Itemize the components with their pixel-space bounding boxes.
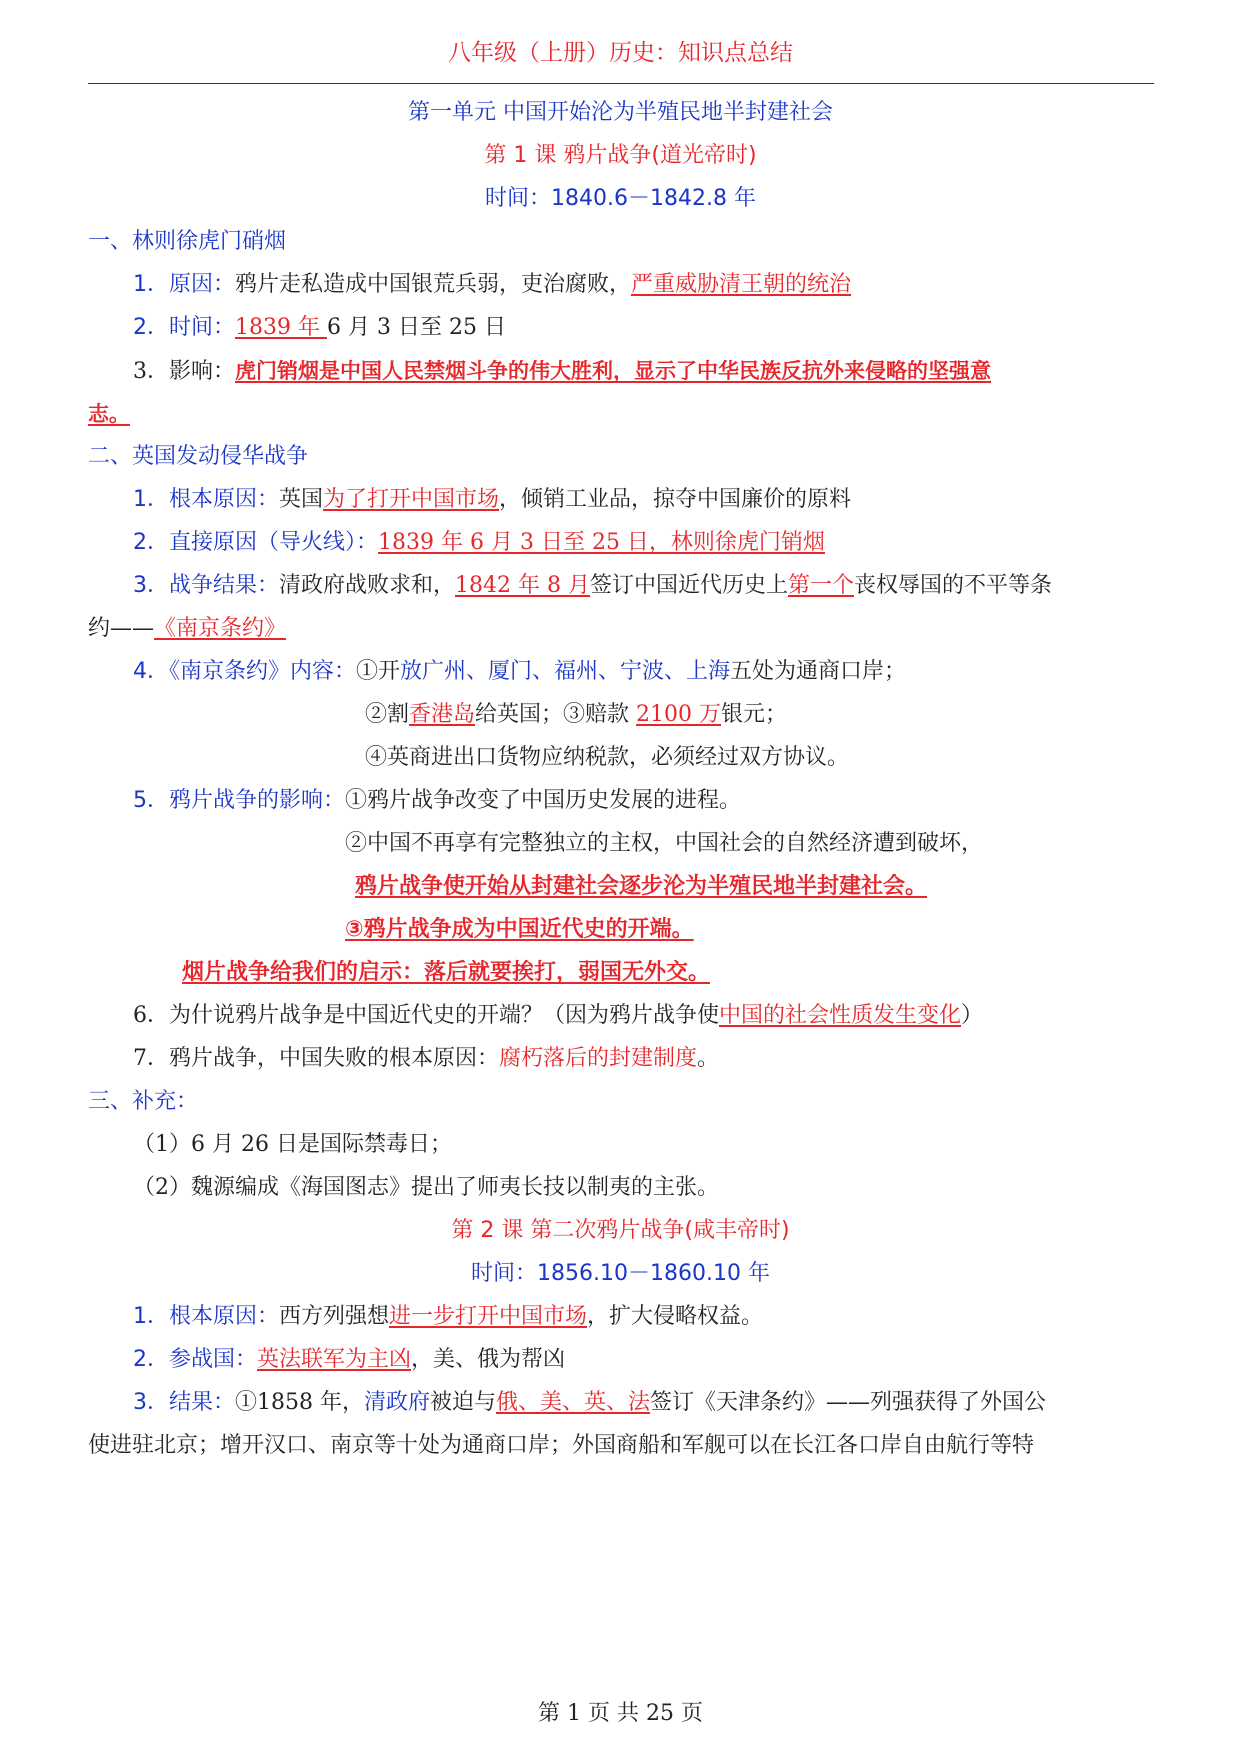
lesson1-title: 第 1 课 鸦片战争(道光帝时)	[484, 143, 757, 168]
paragraph-war-result-cont	[88, 614, 1148, 644]
paragraph-why-modern	[133, 1001, 1193, 1031]
text: 西方列强想	[279, 1304, 390, 1329]
highlight: 《南京条约》	[154, 616, 287, 641]
paragraph-war-impact-2: ②中国不再享有完整独立的主权，中国社会的自然经济遭到破坏，	[345, 831, 984, 856]
text: 6．为什说鸦片战争是中国近代史的开端？（因为鸦片战争使	[133, 1003, 719, 1028]
label: 4．《南京条约》内容：	[133, 659, 356, 684]
highlight: 1839 年 6 月 3 日至 25 日，林则徐虎门销烟	[378, 530, 825, 555]
paragraph-l2-result	[133, 1388, 1193, 1418]
highlight: 为了打开中国市场	[323, 487, 500, 512]
paragraph-l2-participants	[133, 1345, 1193, 1375]
paragraph-supplement-1: （1）6 月 26 日是国际禁毒日；	[133, 1132, 452, 1157]
paragraph-time	[133, 313, 1193, 343]
lesson1-time: 时间：1840.6－1842.8 年	[485, 186, 756, 211]
header-divider	[88, 83, 1154, 84]
section-heading: 一、林则徐虎门硝烟	[88, 229, 287, 254]
highlight: 香港岛	[409, 702, 476, 727]
paragraph-war-impact	[133, 786, 1193, 816]
paragraph-war-result	[133, 571, 1193, 601]
highlight: 烟片战争给我们的启示：落后就要挨打，弱国无外交。	[182, 960, 711, 985]
paragraph-war-impact-3	[355, 872, 1195, 902]
paragraph-l2-root-cause	[133, 1302, 1193, 1332]
highlight: 清政府	[363, 1390, 430, 1415]
label: 2．参战国：	[133, 1347, 257, 1372]
text: ①1858 年，	[235, 1390, 364, 1415]
section-heading: 二、英国发动侵华战争	[88, 444, 309, 469]
label: 2．时间：	[133, 315, 235, 340]
highlight: 2100 万	[636, 702, 722, 727]
unit-title: 第一单元 中国开始沦为半殖民地半封建社会	[408, 100, 833, 125]
paragraph-direct-cause	[133, 528, 1193, 558]
highlight: 腐朽落后的封建制度	[499, 1046, 698, 1071]
paragraph-treaty-content	[133, 657, 1193, 687]
highlight: 1839 年	[235, 315, 327, 340]
label: 5．鸦片战争的影响：	[133, 788, 345, 813]
paragraph-failure-cause	[133, 1044, 1193, 1074]
paragraph-lesson-learned	[182, 958, 1182, 988]
text: ，扩大侵略权益。	[587, 1304, 764, 1329]
text: ）	[961, 1003, 984, 1028]
highlight: 英法联军为主凶	[257, 1347, 412, 1372]
text: 7．鸦片战争，中国失败的根本原因：	[133, 1046, 499, 1071]
highlight: 1842 年 8 月	[455, 573, 590, 598]
label: 3．影响：	[133, 359, 235, 384]
page-header-title: 八年级（上册）历史：知识点总结	[448, 40, 793, 66]
highlight: 俄、美、英、法	[496, 1390, 651, 1415]
text: ，倾销工业品，掠夺中国廉价的原料	[499, 487, 852, 512]
paragraph-root-cause	[133, 485, 1193, 515]
text: 。	[697, 1046, 720, 1071]
text: 五处为通商口岸；	[730, 659, 907, 684]
text: 给英国；③赔款	[475, 702, 637, 727]
paragraph-war-impact-4	[345, 915, 1185, 945]
paragraph-treaty-content-2	[365, 700, 1185, 730]
highlight: 志。	[88, 402, 130, 426]
label: 1．根本原因：	[133, 1304, 279, 1329]
text: 银元；	[721, 702, 788, 727]
page-number: 第 1 页 共 25 页	[538, 1701, 703, 1726]
label: 2．直接原因（导火线）：	[133, 530, 378, 555]
highlight: 虎门销烟是中国人民禁烟斗争的伟大胜利，显示了中华民族反抗外来侵略的坚强意	[235, 359, 991, 383]
text: ②割	[365, 702, 410, 727]
paragraph-supplement-2: （2）魏源编成《海国图志》提出了师夷长技以制夷的主张。	[133, 1175, 719, 1200]
paragraph-impact	[133, 356, 1193, 387]
paragraph-cause	[133, 270, 1193, 300]
lesson2-time: 时间：1856.10－1860.10 年	[471, 1261, 770, 1286]
text: 6 月 3 日至 25 日	[326, 315, 506, 340]
text: ①鸦片战争改变了中国历史发展的进程。	[345, 788, 742, 813]
highlight: 进一步打开中国市场	[389, 1304, 588, 1329]
highlight: 第一个	[788, 573, 855, 598]
highlight: 放广州、厦门、福州、宁波、上海	[400, 659, 731, 684]
highlight: 鸦片战争使开始从封建社会逐步沦为半殖民地半封建社会。	[355, 874, 928, 899]
label: 1．根本原因：	[133, 487, 279, 512]
text: 丧权辱国的不平等条	[854, 573, 1053, 598]
lesson2-title: 第 2 课 第二次鸦片战争(咸丰帝时)	[451, 1218, 790, 1243]
label: 3．结果：	[133, 1390, 235, 1415]
label: 3．战争结果：	[133, 573, 279, 598]
highlight: 中国的社会性质发生变化	[719, 1003, 962, 1028]
highlight: 严重威胁清王朝的统治	[631, 272, 852, 297]
text: ①开	[356, 659, 401, 684]
paragraph-impact-cont	[88, 399, 1148, 430]
paragraph-l2-result-cont: 使进驻北京；增开汉口、南京等十处为通商口岸；外国商船和军舰可以在长江各口岸自由航行等特	[88, 1433, 1035, 1458]
text: 被迫与	[430, 1390, 497, 1415]
highlight: ③鸦片战争成为中国近代史的开端。	[345, 917, 694, 942]
text: 签订中国近代历史上	[589, 573, 788, 598]
text: ，美、俄为帮凶	[411, 1347, 566, 1372]
text: 签订《天津条约》——列强获得了外国公	[650, 1390, 1047, 1415]
text: 清政府战败求和，	[279, 573, 456, 598]
paragraph-treaty-content-3: ④英商进出口货物应纳税款，必须经过双方协议。	[365, 745, 850, 770]
text: 英国	[279, 487, 324, 512]
text: 鸦片走私造成中国银荒兵弱，吏治腐败，	[235, 272, 632, 297]
section-heading: 三、补充：	[88, 1089, 199, 1114]
label: 1．原因：	[133, 272, 235, 297]
text: 约——	[88, 616, 155, 641]
